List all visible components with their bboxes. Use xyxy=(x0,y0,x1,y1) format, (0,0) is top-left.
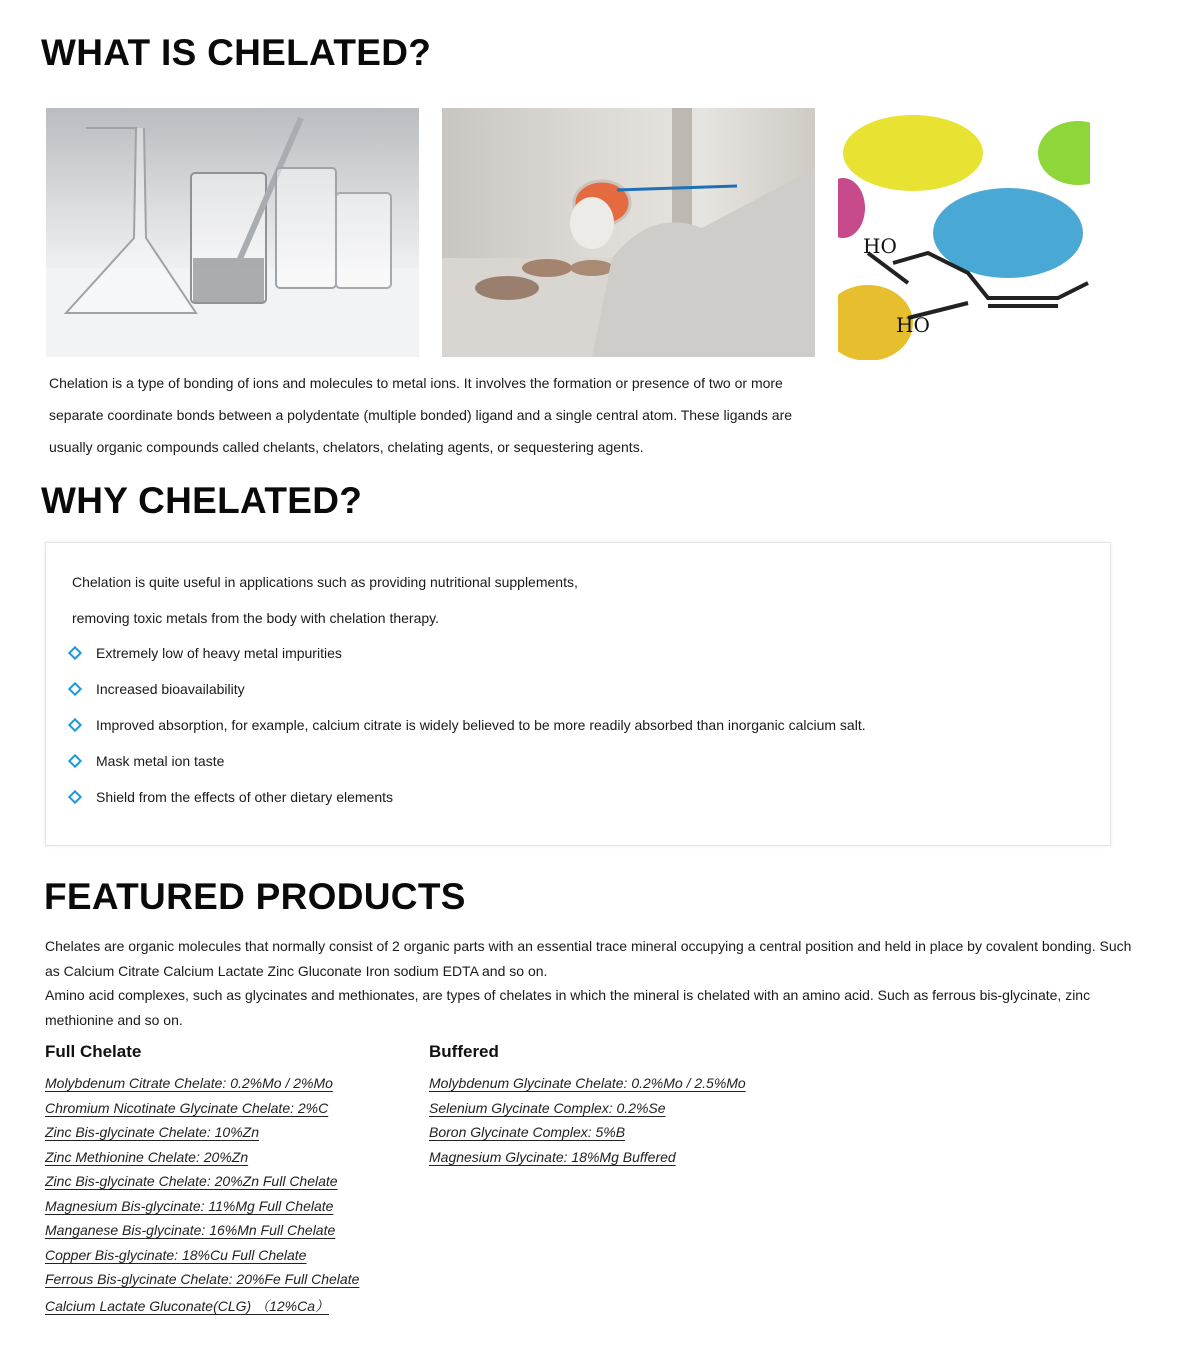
product-link[interactable]: Molybdenum Glycinate Chelate: 0.2%Mo / 2.5%Mo xyxy=(429,1075,746,1091)
benefit-item xyxy=(68,679,245,699)
benefit-item xyxy=(68,643,342,663)
product-link[interactable]: Magnesium Glycinate: 18%Mg Buffered xyxy=(429,1148,676,1165)
heading-why-chelated: WHY CHELATED? xyxy=(41,480,363,521)
product-link[interactable]: Boron Glycinate Complex: 5%B xyxy=(429,1124,626,1140)
product-link[interactable]: Molybdenum Citrate Chelate: 0.2%Mo / 2%Mo xyxy=(45,1075,333,1091)
benefit-text: Shield from the effects of other dietary elements xyxy=(96,789,394,805)
benefit-text: Extremely low of heavy metal impurities xyxy=(96,645,342,661)
product-link[interactable]: Zinc Bis-glycinate Chelate: 10%Zn xyxy=(45,1124,259,1140)
powders-illustration xyxy=(838,108,1090,360)
product-list-item xyxy=(45,1100,359,1125)
lab-petri-dish-image xyxy=(442,108,815,357)
featured-description xyxy=(45,934,1145,1032)
benefit-text: Increased bioavailability xyxy=(96,681,245,697)
product-list-item xyxy=(45,1198,359,1223)
diamond-bullet-icon xyxy=(68,646,82,660)
product-list-item xyxy=(429,1100,746,1125)
product-list-item xyxy=(429,1149,746,1174)
lab-glassware-image xyxy=(46,108,419,357)
diamond-bullet-icon xyxy=(68,790,82,804)
product-list-item xyxy=(45,1149,359,1174)
product-list-item xyxy=(45,1296,359,1321)
benefit-item xyxy=(68,715,866,735)
product-link[interactable]: Selenium Glycinate Complex: 0.2%Se xyxy=(429,1099,666,1116)
diamond-bullet-icon xyxy=(68,718,82,732)
product-link[interactable]: Copper Bis-glycinate: 18%Cu Full Chelate xyxy=(45,1246,307,1263)
ho-label-1: HO xyxy=(863,234,897,258)
what-is-chelated-paragraph: Chelation is a type of bonding of ions and molecules to metal ions. It involves the formation or presence of two or more separate coordinate bonds between a polydentate (multiple bonded) ligand and a single central atom. These ligands are usually organic compounds called chelants, chelators, chelating agents, or sequestering agents. xyxy=(49,375,793,455)
why-intro-line-2: removing toxic metals from the body with chelation therapy. xyxy=(72,610,440,626)
diamond-bullet-icon xyxy=(68,682,82,696)
product-list-item xyxy=(45,1222,359,1247)
benefit-text: Mask metal ion taste xyxy=(96,753,225,769)
benefit-item xyxy=(68,751,224,771)
product-link[interactable]: Zinc Methionine Chelate: 20%Zn xyxy=(45,1148,249,1165)
product-link[interactable]: Zinc Bis-glycinate Chelate: 20%Zn Full Chelate xyxy=(45,1173,338,1189)
product-list-item xyxy=(45,1271,359,1296)
product-link[interactable]: Manganese Bis-glycinate: 16%Mn Full Chelate xyxy=(45,1222,336,1238)
product-link[interactable]: Chromium Nicotinate Glycinate Chelate: 2%C xyxy=(45,1099,329,1116)
benefit-text: Improved absorption, for example, calcium citrate is widely believed to be more readily absorbed than inorganic calcium salt. xyxy=(96,717,866,733)
glassware-illustration xyxy=(46,108,419,357)
product-list-item xyxy=(429,1075,746,1100)
product-link[interactable]: Ferrous Bis-glycinate Chelate: 20%Fe Full Chelate xyxy=(45,1271,360,1287)
product-link[interactable]: Calcium Lactate Gluconate(CLG) （12%Ca） xyxy=(45,1297,330,1314)
full-chelate-title: Full Chelate xyxy=(45,1042,142,1061)
featured-paragraph-2: Amino acid complexes, such as glycinates and methionates, are types of chelates in which the mineral is chelated with an amino acid. Such as ferrous bis-glycinate, zinc methionine and so on. xyxy=(45,987,1091,1028)
product-list-item xyxy=(429,1124,746,1149)
heading-featured-products: FEATURED PRODUCTS xyxy=(44,876,466,917)
product-list-item xyxy=(45,1247,359,1272)
product-list-item xyxy=(45,1124,359,1149)
buffered-title: Buffered xyxy=(429,1042,499,1061)
full-chelate-product-list xyxy=(45,1075,359,1320)
product-link[interactable]: Magnesium Bis-glycinate: 11%Mg Full Chelate xyxy=(45,1197,334,1214)
featured-paragraph-1: Chelates are organic molecules that normally consist of 2 organic parts with an essential trace mineral occupying a central position and held in place by covalent bonding. Such as Calcium Citrate Calcium Lactate Zinc Gluconate Iron sodium EDTA and so on. xyxy=(45,938,1132,979)
buffered-product-list xyxy=(429,1075,746,1173)
benefit-item xyxy=(68,787,393,807)
product-list-item xyxy=(45,1075,359,1100)
why-intro-line-1: Chelation is quite useful in applications such as providing nutritional supplements, xyxy=(72,574,578,590)
diamond-bullet-icon xyxy=(68,754,82,768)
heading-what-is-chelated: WHAT IS CHELATED? xyxy=(41,32,432,73)
colored-powders-image xyxy=(838,108,1090,360)
ho-label-2: HO xyxy=(896,313,930,337)
product-list-item xyxy=(45,1173,359,1198)
petri-dish-illustration xyxy=(442,108,815,357)
